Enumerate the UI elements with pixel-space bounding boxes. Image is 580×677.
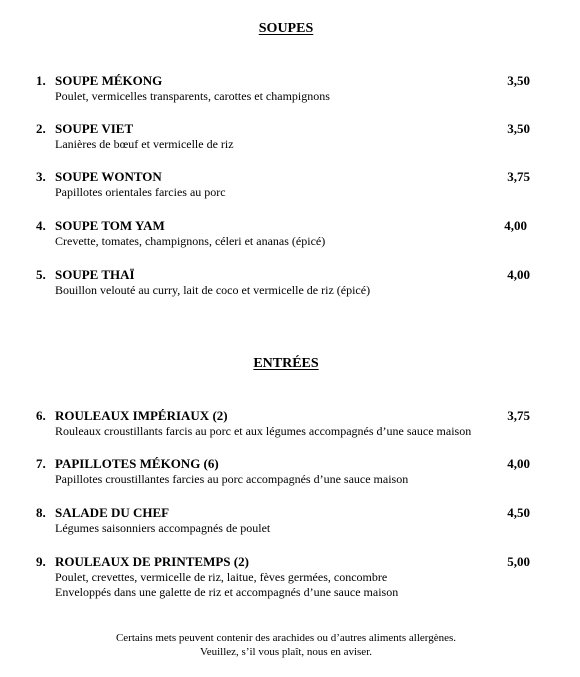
item-price: 4,00 (507, 456, 530, 471)
item-price: 3,50 (507, 121, 530, 136)
item-price: 4,50 (507, 505, 530, 520)
item-name: SOUPE VIET (55, 121, 134, 136)
menu-item (36, 266, 536, 298)
section-title-entrees: ENTRÉES (253, 356, 319, 371)
item-name: SOUPE WONTON (55, 169, 162, 184)
item-description: Bouillon velouté au curry, lait de coco et vermicelle de riz (épicé) (55, 283, 371, 297)
item-description: Enveloppés dans une galette de riz et accompagnés d’une sauce maison (55, 585, 399, 599)
item-price: 3,75 (507, 408, 530, 423)
item-name: SOUPE TOM YAM (55, 218, 165, 233)
item-price: 3,75 (507, 169, 530, 184)
item-description: Rouleaux croustillants farcis au porc et aux légumes accompagnés d’une sauce maison (55, 424, 472, 438)
item-number: 8. (36, 505, 46, 520)
item-number: 7. (36, 456, 46, 471)
menu-item (36, 553, 536, 600)
item-price: 5,00 (507, 554, 530, 569)
item-description: Poulet, crevettes, vermicelle de riz, laitue, fèves germées, concombre (55, 570, 388, 584)
menu-item (36, 455, 536, 487)
item-description: Lanières de bœuf et vermicelle de riz (55, 137, 234, 151)
allergy-notice-line: Certains mets peuvent contenir des arachides ou d’autres aliments allergènes. (115, 632, 457, 644)
menu-item (36, 168, 536, 200)
item-name: PAPILLOTES MÉKONG (6) (55, 456, 219, 471)
item-description: Poulet, vermicelles transparents, carottes et champignons (55, 89, 330, 103)
allergy-notice-line: Veuillez, s’il vous plaît, nous en aviser. (200, 646, 372, 658)
menu-item (36, 504, 536, 536)
item-number: 2. (36, 121, 46, 136)
item-name: ROULEAUX IMPÉRIAUX (2) (55, 408, 228, 423)
item-number: 6. (36, 408, 46, 423)
item-price: 4,00 (507, 267, 530, 282)
allergy-notice (0, 631, 572, 659)
item-price: 4,00 (504, 218, 527, 233)
item-description: Papillotes croustillantes farcies au porc accompagnés d’une sauce maison (55, 472, 409, 486)
item-number: 3. (36, 169, 46, 184)
item-number: 1. (36, 73, 46, 88)
item-number: 4. (36, 218, 46, 233)
item-number: 9. (36, 554, 46, 569)
item-name: SOUPE MÉKONG (55, 73, 163, 88)
menu-item (36, 407, 536, 439)
item-description: Crevette, tomates, champignons, céleri et ananas (épicé) (55, 234, 326, 248)
item-description: Légumes saisonniers accompagnés de poulet (55, 521, 271, 535)
item-name: SOUPE THAÏ (55, 267, 135, 282)
menu-item (36, 72, 536, 104)
item-price: 3,50 (507, 73, 530, 88)
item-name: ROULEAUX DE PRINTEMPS (2) (55, 554, 249, 569)
item-description: Papillotes orientales farcies au porc (55, 185, 226, 199)
menu-item (36, 217, 536, 249)
menu-item (36, 120, 536, 152)
item-name: SALADE DU CHEF (55, 505, 170, 520)
item-number: 5. (36, 267, 46, 282)
section-title-soupes: SOUPES (258, 21, 314, 36)
